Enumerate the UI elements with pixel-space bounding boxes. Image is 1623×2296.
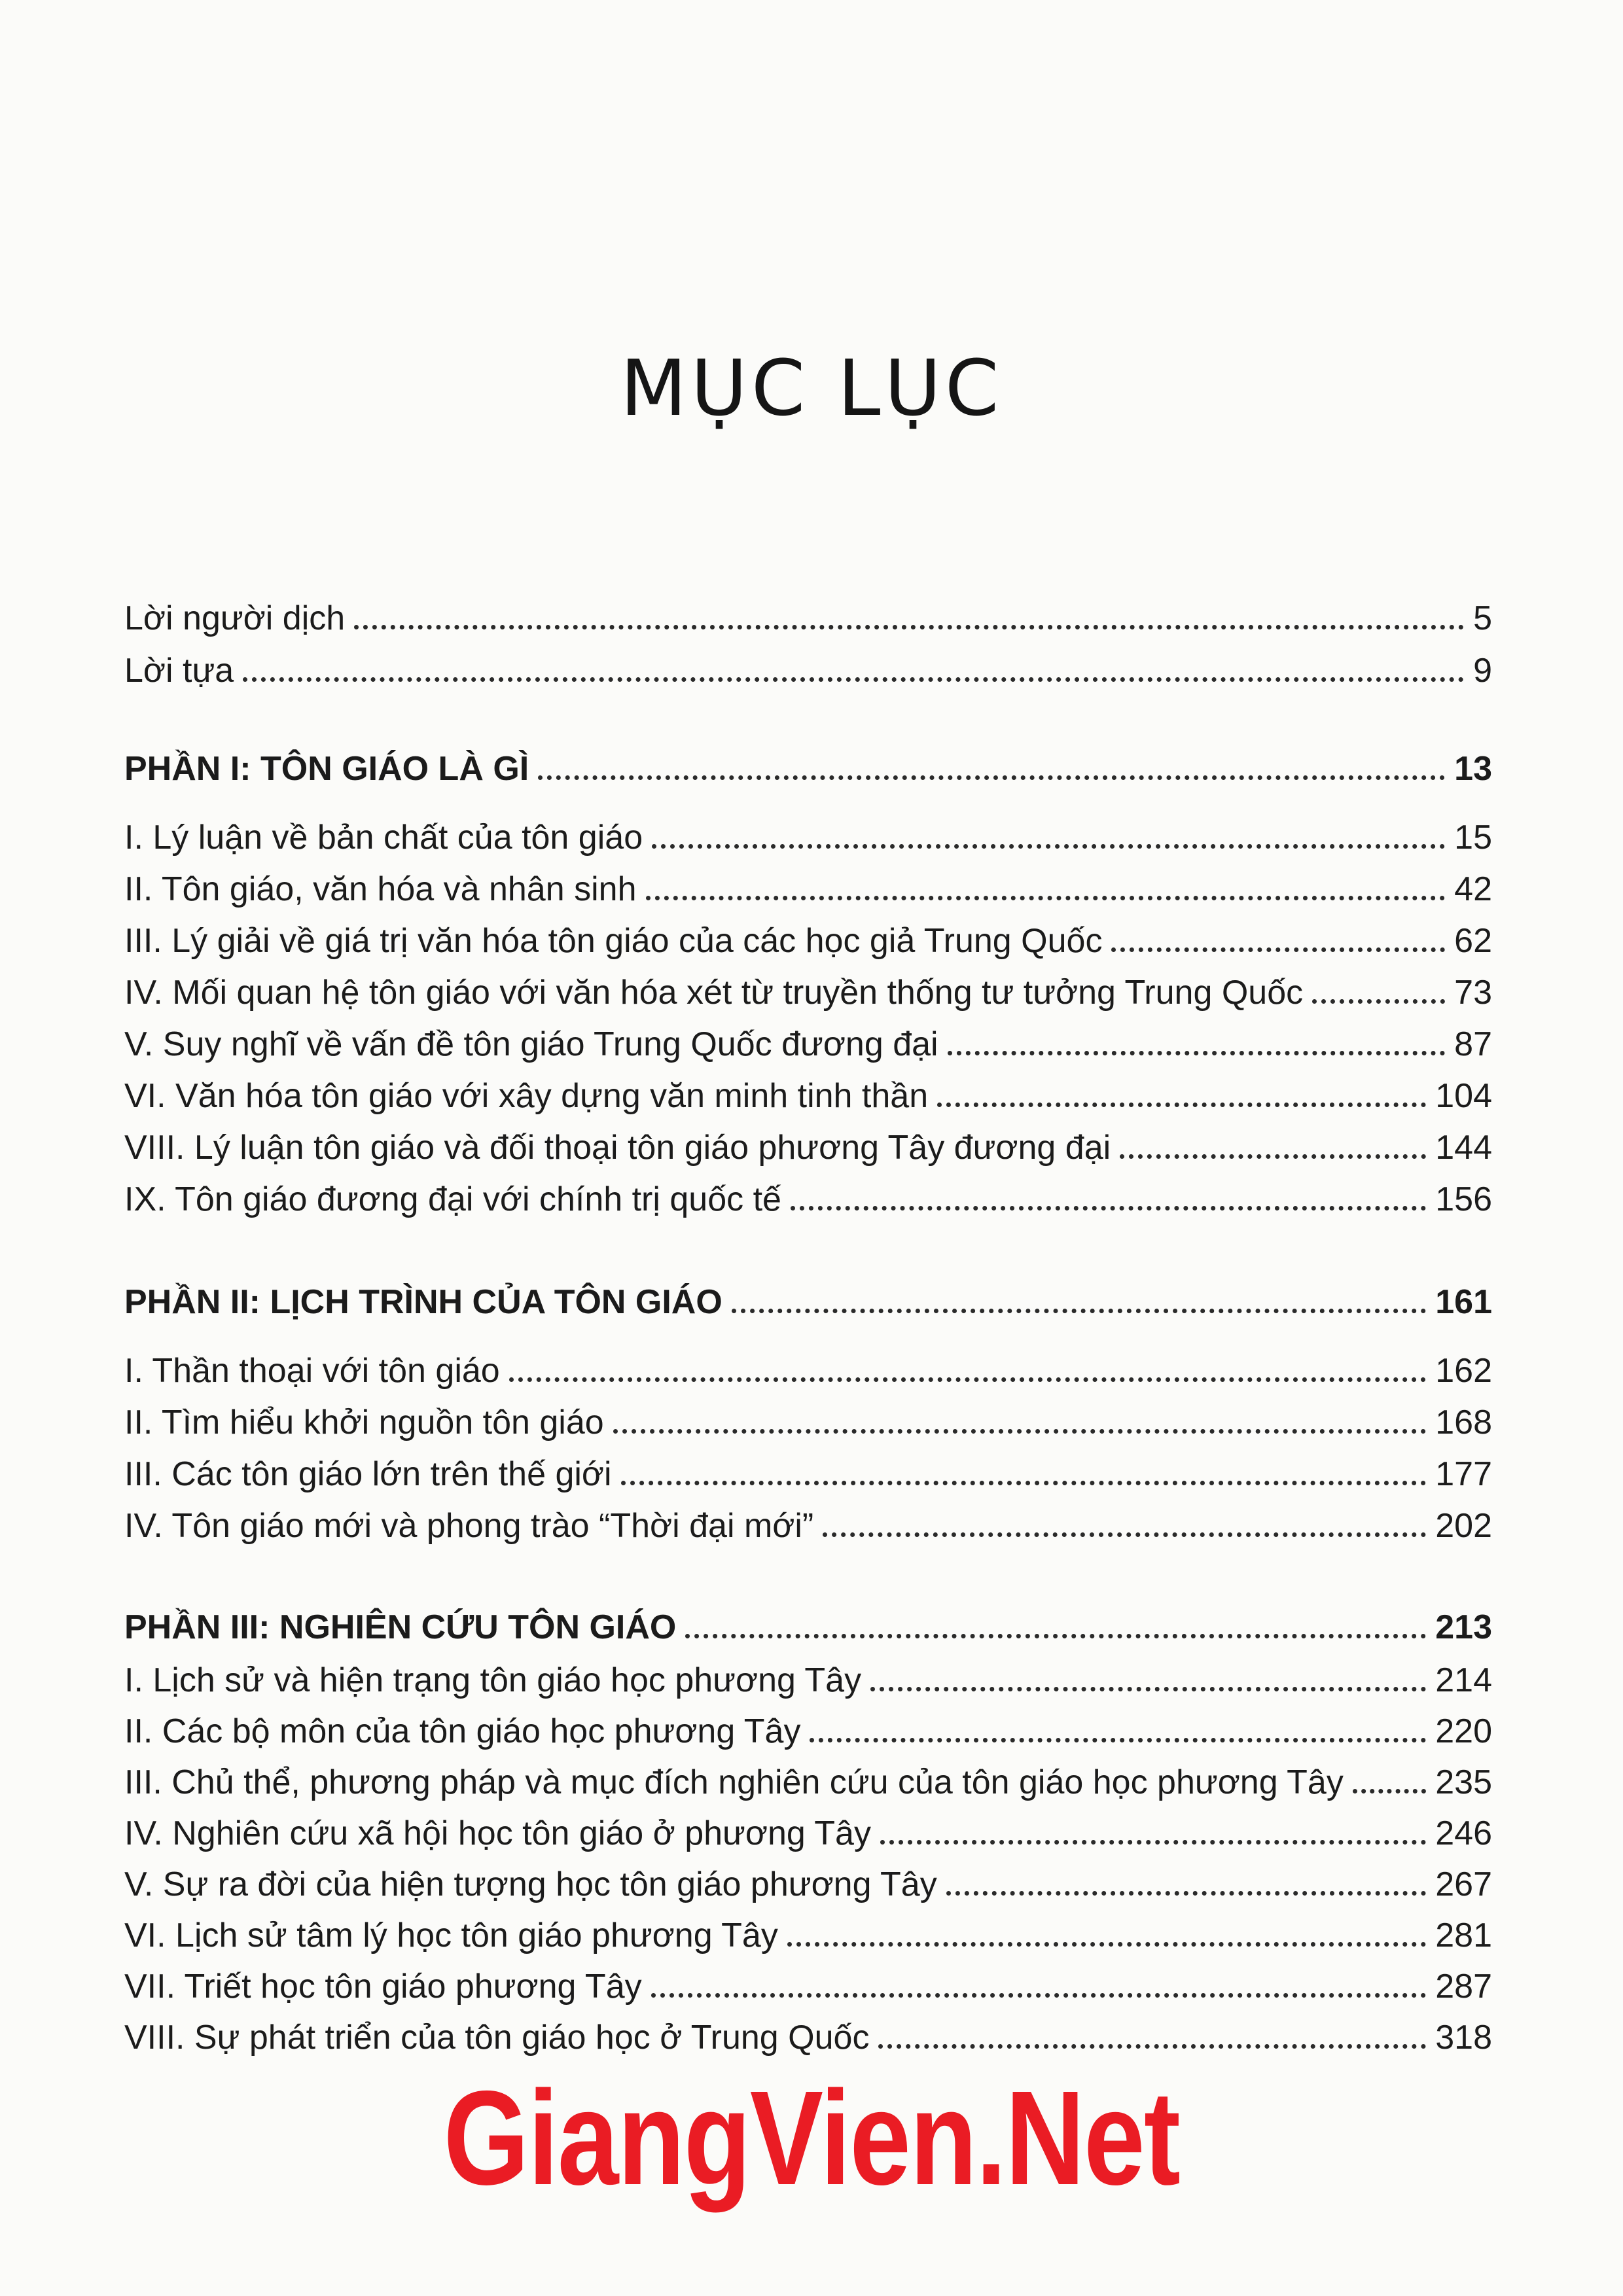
toc-entry: II. Tôn giáo, văn hóa và nhân sinh 42 — [124, 870, 1492, 908]
toc-entry: VIII. Lý luận tôn giáo và đối thoại tôn giáo phương Tây đương đại 144 — [124, 1129, 1492, 1167]
toc-entry: Lời tựa 9 — [124, 652, 1492, 690]
toc-entry: II. Các bộ môn của tôn giáo học phương Tây 220 — [124, 1712, 1492, 1750]
toc-entry: VIII. Sự phát triển của tôn giáo học ở Trung Quốc 318 — [124, 2019, 1492, 2057]
toc-entry: V. Sự ra đời của hiện tượng học tôn giáo phương Tây 267 — [124, 1865, 1492, 1903]
toc-entry: V. Suy nghĩ về vấn đề tôn giáo Trung Quốc đương đại 87 — [124, 1025, 1492, 1063]
toc-entry: I. Lịch sử và hiện trạng tôn giáo học phương Tây 214 — [124, 1661, 1492, 1699]
toc-entry: VI. Văn hóa tôn giáo với xây dựng văn minh tinh thần 104 — [124, 1077, 1492, 1115]
toc-entry: III. Chủ thể, phương pháp và mục đích nghiên cứu của tôn giáo học phương Tây 235 — [124, 1763, 1492, 1801]
toc-entry: IV. Tôn giáo mới và phong trào “Thời đại mới” 202 — [124, 1507, 1492, 1545]
toc-entry: III. Các tôn giáo lớn trên thế giới 177 — [124, 1455, 1492, 1493]
toc-entry: IV. Mối quan hệ tôn giáo với văn hóa xét từ truyền thống tư tưởng Trung Quốc 73 — [124, 974, 1492, 1012]
watermark-logo: GiangVien.Net — [443, 2063, 1180, 2213]
toc-entry: I. Thần thoại với tôn giáo 162 — [124, 1352, 1492, 1390]
page-title: MỤC LỤC — [620, 343, 1003, 434]
toc-entry: VII. Triết học tôn giáo phương Tây 287 — [124, 1968, 1492, 2005]
toc-entry: I. Lý luận về bản chất của tôn giáo 15 — [124, 819, 1492, 857]
toc-entry: Lời người dịch 5 — [124, 599, 1492, 637]
toc-section-heading: PHẦN I: TÔN GIÁO LÀ GÌ 13 — [124, 750, 1492, 788]
toc-section-heading: PHẦN III: NGHIÊN CỨU TÔN GIÁO 213 — [124, 1608, 1492, 1646]
toc-entry: IX. Tôn giáo đương đại với chính trị quốc tế 156 — [124, 1180, 1492, 1218]
toc-entry: III. Lý giải về giá trị văn hóa tôn giáo của các học giả Trung Quốc 62 — [124, 922, 1492, 960]
toc-entry: VI. Lịch sử tâm lý học tôn giáo phương Tây 281 — [124, 1916, 1492, 1954]
toc-entry: II. Tìm hiểu khởi nguồn tôn giáo 168 — [124, 1404, 1492, 1441]
toc-entry: IV. Nghiên cứu xã hội học tôn giáo ở phương Tây 246 — [124, 1814, 1492, 1852]
toc-section-heading: PHẦN II: LỊCH TRÌNH CỦA TÔN GIÁO 161 — [124, 1283, 1492, 1321]
